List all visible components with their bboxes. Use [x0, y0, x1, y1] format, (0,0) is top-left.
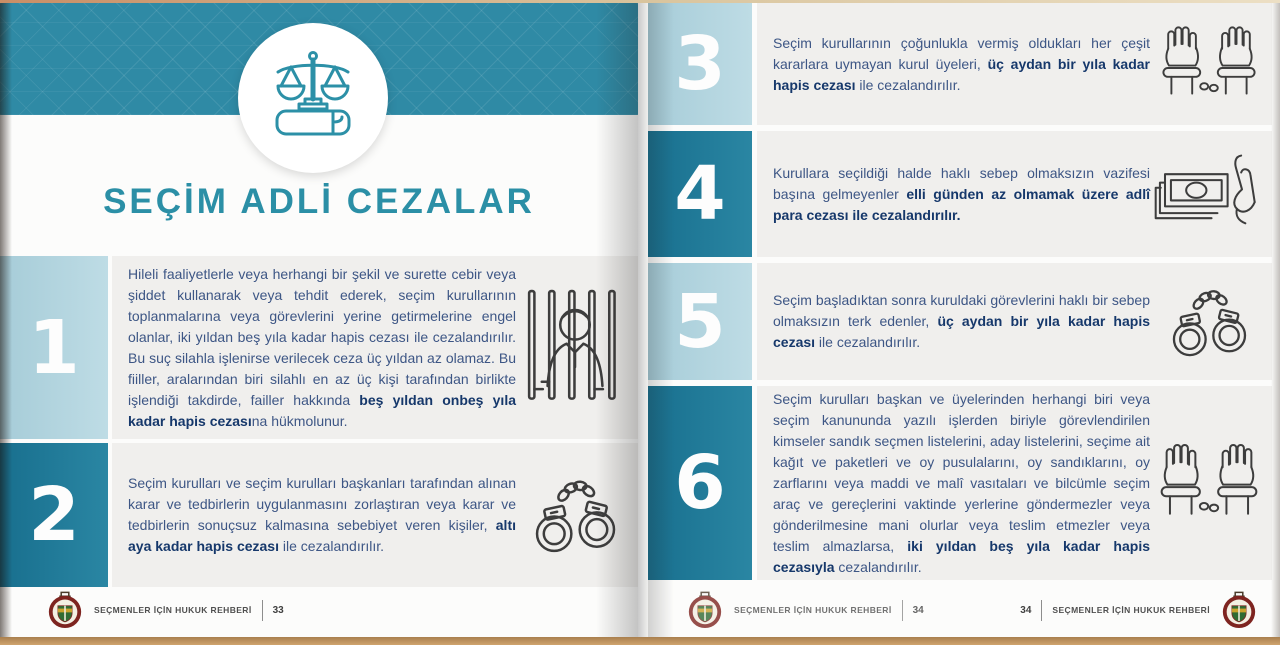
footer-divider: [1041, 600, 1042, 621]
shackled-fists-icon: [1150, 437, 1268, 529]
item-panel-5: [757, 263, 1272, 380]
book-left-edge: [0, 0, 12, 645]
item-panel-2: [112, 443, 638, 587]
item-panel-6: [757, 386, 1272, 580]
item-text-2: Seçim kurulları ve seçim kurulları başkanları tarafından alınan karar ve tedbirlerin uygulanmasını zorlaştıran veya karar ve tedbirlerin sonuçsuz kalmasına sebebiyet veren kişiler, altı aya kadar hapis cezası ile cezalandırılır.: [128, 475, 516, 554]
money-fine-icon: [1150, 152, 1268, 237]
bar-association-logo-icon: [1220, 591, 1258, 629]
footer-title: SEÇMENLER İÇİN HUKUK REHBERİ: [1052, 605, 1210, 615]
footer-page-number: 34: [1020, 604, 1032, 616]
page-right: [648, 3, 1280, 637]
book-top-edge: [0, 0, 1280, 3]
footer-title: SEÇMENLER İÇİN HUKUK REHBERİ: [734, 605, 892, 615]
item-text-3: Seçim kurullarının çoğunlukla vermiş oldukları her çeşit kararlara uymayan kurul üyeleri, üç aydan bir yıla kadar hapis cezası ile cezalandırılır.: [773, 34, 1150, 93]
publication-footer-mid: [686, 591, 924, 629]
item-number-3: 3: [648, 3, 752, 125]
handcuffs-icon: [516, 463, 634, 567]
publication-footer-right: [1020, 591, 1258, 629]
item-text-4: Kurullara seçildiği halde haklı sebep olmaksızın vazifesi başına gelmeyenler elli günden az olmamak üzere adlî para cezası ile cezalandırılır.: [773, 164, 1151, 223]
footer-divider: [262, 600, 263, 621]
page-left: [0, 2, 638, 637]
footer-divider: [902, 600, 903, 621]
book-bottom-edge: [0, 637, 1280, 645]
footer-page-number: 34: [912, 604, 924, 616]
bar-association-logo-icon: [686, 591, 724, 629]
item-panel-1: [112, 256, 638, 439]
item-number-4: 4: [648, 131, 752, 257]
shackled-fists-icon: [1150, 20, 1268, 108]
handcuffs-icon: [1150, 274, 1268, 370]
item-panel-3: [757, 3, 1272, 125]
item-number-5: 5: [648, 263, 752, 380]
footer-title: SEÇMENLER İÇİN HUKUK REHBERİ: [94, 605, 252, 615]
page-title: SEÇİM ADLİ CEZALAR: [103, 182, 535, 221]
item-number-1: 1: [0, 256, 108, 439]
item-panel-4: [757, 131, 1272, 257]
spine-gap: [638, 0, 648, 645]
footer-page-number: 33: [272, 604, 284, 616]
publication-footer-left: [46, 591, 284, 629]
item-number-2: 2: [0, 443, 108, 587]
prisoner-bars-icon: [516, 284, 634, 412]
item-number-6: 6: [648, 386, 752, 580]
scales-emblem-circle: [238, 23, 388, 173]
item-text-6: Seçim kurulları başkan ve üyelerinden herhangi biri veya seçim kanununda yazılı işlerden biriyle görevlendirilen kimseler sandık seçmen listelerini, aday listelerini, seçime ait kağıt ve paketleri ve oy pusulalarını, oy sandıklarını, oy zarflarını veya maddi ve malî vasıtaları ve bilcümle seçim araç ve gereçlerini vaktinde yerlerine göndermezler veya gönderilmesine mani olurlar veya teslim etmezler veya teslim almazlarsa, iki yıldan beş yıla kadar hapis cezasıyla cezalandırılır.: [773, 390, 1150, 575]
scales-book-icon: [263, 48, 363, 148]
item-text-1: Hileli faaliyetlerle veya herhangi bir şekil ve surette cebir veya şiddet kullanarak veya tehdit ederek, seçim kurullarının toplanmalarına veya görevlerini yerine getirmelerine engel olanlar, iki yıldan beş yıla kadar hapis cezası ile cezalandırılır. Bu suç silahla işlenirse verilecek ceza üç yıldan az olamaz. Bu fiiller, aralarından biri silahlı en az üç kişi tarafından birlikte işlendiği takdirde, failler hakkında beş yıldan onbeş yıla kadar hapis cezasına hükmolunur.: [128, 265, 517, 429]
item-text-5: Seçim başladıktan sonra kuruldaki görevlerini haklı bir sebep olmaksızın terk edenler, üç aydan bir yıla kadar hapis cezası ile cezalandırılır.: [773, 292, 1150, 350]
bar-association-logo-icon: [46, 591, 84, 629]
book-right-edge: [1271, 0, 1280, 645]
